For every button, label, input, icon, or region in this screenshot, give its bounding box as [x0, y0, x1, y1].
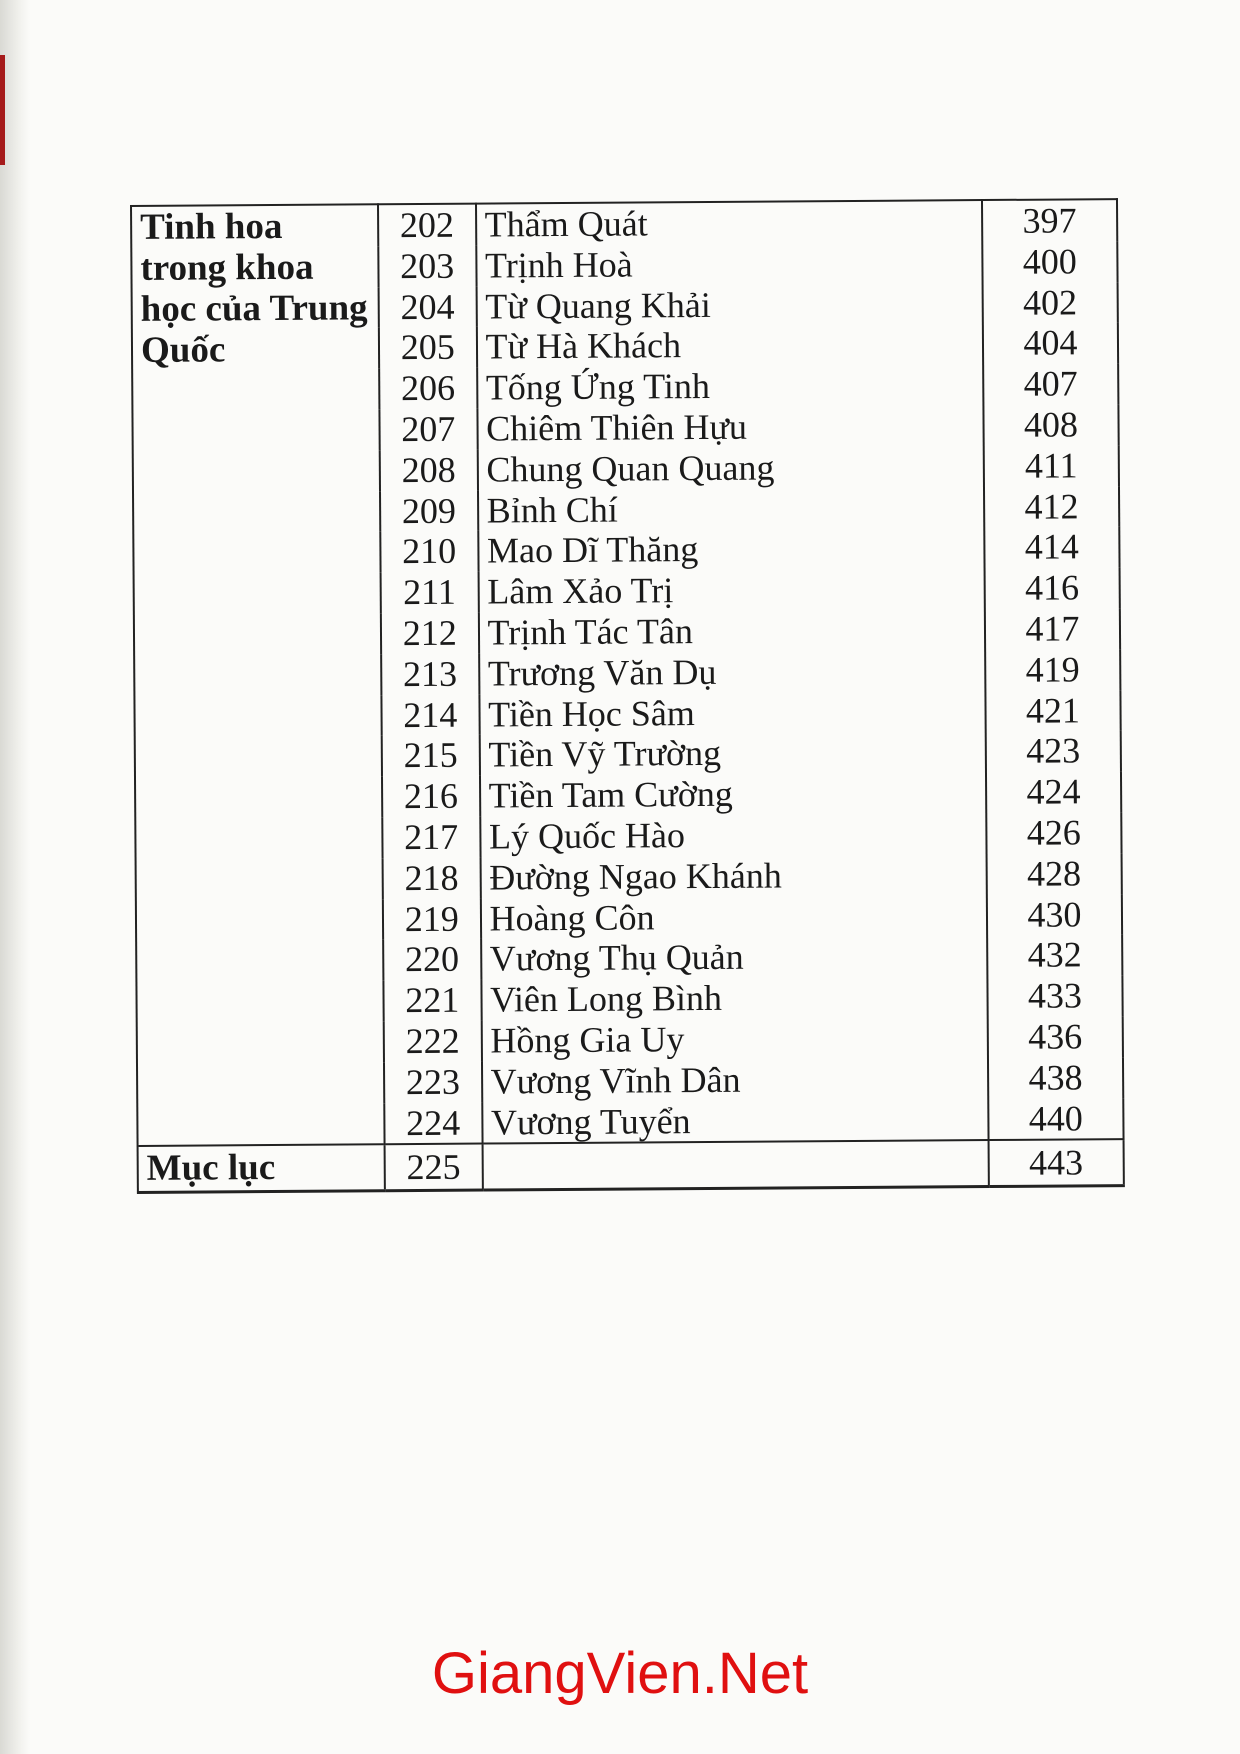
entry-number: 224 — [384, 1102, 482, 1144]
entry-page: 433 — [987, 975, 1123, 1017]
entry-number: 206 — [379, 368, 477, 409]
entry-page: 407 — [983, 363, 1119, 405]
footer-page: 443 — [988, 1139, 1124, 1186]
entry-page: 428 — [986, 853, 1122, 895]
toc-body — [131, 199, 1124, 1193]
entry-number: 217 — [382, 817, 480, 858]
entry-page: 440 — [988, 1098, 1124, 1141]
entry-title: Chiêm Thiên Hựu — [477, 405, 983, 449]
entry-title: Tiền Tam Cường — [480, 772, 986, 816]
entry-title: Vương Tuyển — [482, 1099, 988, 1144]
entry-page: 402 — [982, 282, 1118, 324]
entry-title: Trương Văn Dụ — [479, 650, 985, 694]
entry-page: 419 — [985, 649, 1121, 691]
entry-page: 400 — [982, 241, 1118, 283]
entry-page: 404 — [983, 322, 1119, 364]
entry-title: Hồng Gia Uy — [481, 1017, 987, 1061]
entry-number: 218 — [383, 857, 481, 898]
entry-title: Vương Thụ Quản — [481, 935, 987, 979]
entry-number: 208 — [380, 449, 478, 490]
entry-title: Lâm Xảo Trị — [478, 568, 984, 612]
entry-title: Viên Long Bình — [481, 976, 987, 1020]
entry-page: 416 — [984, 567, 1120, 609]
entry-page: 397 — [982, 199, 1118, 242]
entry-number: 207 — [379, 409, 477, 450]
toc-footer-row — [138, 1139, 1124, 1192]
entry-number: 209 — [380, 490, 478, 531]
entry-title: Tiền Học Sâm — [479, 691, 985, 735]
entry-title: Từ Hà Khách — [476, 323, 982, 367]
entry-title: Đường Ngao Khánh — [480, 854, 986, 898]
entry-number: 220 — [383, 939, 481, 980]
entry-page: 426 — [986, 812, 1122, 854]
section-title: Tinh hoa trong khoa học của Trung Quốc — [140, 205, 368, 371]
edge-mark — [0, 55, 5, 165]
entry-page: 414 — [984, 526, 1120, 568]
entry-number: 203 — [378, 245, 476, 286]
entry-number: 214 — [381, 694, 479, 735]
section-cell — [131, 204, 385, 1146]
entry-title: Thẩm Quát — [476, 200, 982, 245]
entry-page: 421 — [985, 690, 1121, 732]
entry-title: Vương Vĩnh Dân — [482, 1058, 988, 1102]
watermark: GiangVien.Net — [431, 1641, 809, 1706]
entry-title: Mao Dĩ Thăng — [478, 527, 984, 571]
entry-number: 215 — [382, 735, 480, 776]
table-of-contents — [130, 198, 1125, 1194]
entry-title: Bỉnh Chí — [478, 487, 984, 531]
entry-page: 408 — [983, 404, 1119, 446]
entry-title: Hoàng Côn — [480, 895, 986, 939]
entry-title: Trịnh Hoà — [476, 242, 982, 286]
entry-title: Tiền Vỹ Trường — [479, 731, 985, 775]
entry-number: 223 — [384, 1061, 482, 1102]
toc-row — [131, 199, 1117, 248]
entry-number: 212 — [381, 613, 479, 654]
footer-section: Mục lục — [138, 1145, 385, 1193]
entry-number: 210 — [380, 531, 478, 572]
entry-number: 205 — [379, 327, 477, 368]
entry-number: 211 — [381, 572, 479, 613]
footer-title — [482, 1140, 989, 1190]
entry-page: 417 — [985, 608, 1121, 650]
entry-number: 219 — [383, 898, 481, 939]
entry-number: 202 — [378, 204, 476, 246]
entry-title: Chung Quan Quang — [477, 446, 983, 490]
entry-page: 412 — [984, 486, 1120, 528]
entry-title: Từ Quang Khải — [476, 283, 982, 327]
entry-page: 411 — [983, 445, 1119, 487]
footer-number: 225 — [385, 1144, 483, 1191]
entry-number: 216 — [382, 776, 480, 817]
entry-page: 436 — [987, 1016, 1123, 1058]
entry-page: 432 — [987, 934, 1123, 976]
entry-number: 222 — [384, 1021, 482, 1062]
entry-number: 213 — [381, 653, 479, 694]
entry-title: Tống Ứng Tinh — [477, 364, 983, 408]
binding-shadow — [0, 0, 30, 1754]
entry-page: 424 — [986, 771, 1122, 813]
entry-number: 204 — [379, 286, 477, 327]
entry-page: 438 — [988, 1057, 1124, 1099]
entry-number: 221 — [383, 980, 481, 1021]
entry-page: 423 — [985, 730, 1121, 772]
entry-title: Lý Quốc Hào — [480, 813, 986, 857]
entry-title: Trịnh Tác Tân — [478, 609, 984, 653]
entry-page: 430 — [987, 894, 1123, 936]
